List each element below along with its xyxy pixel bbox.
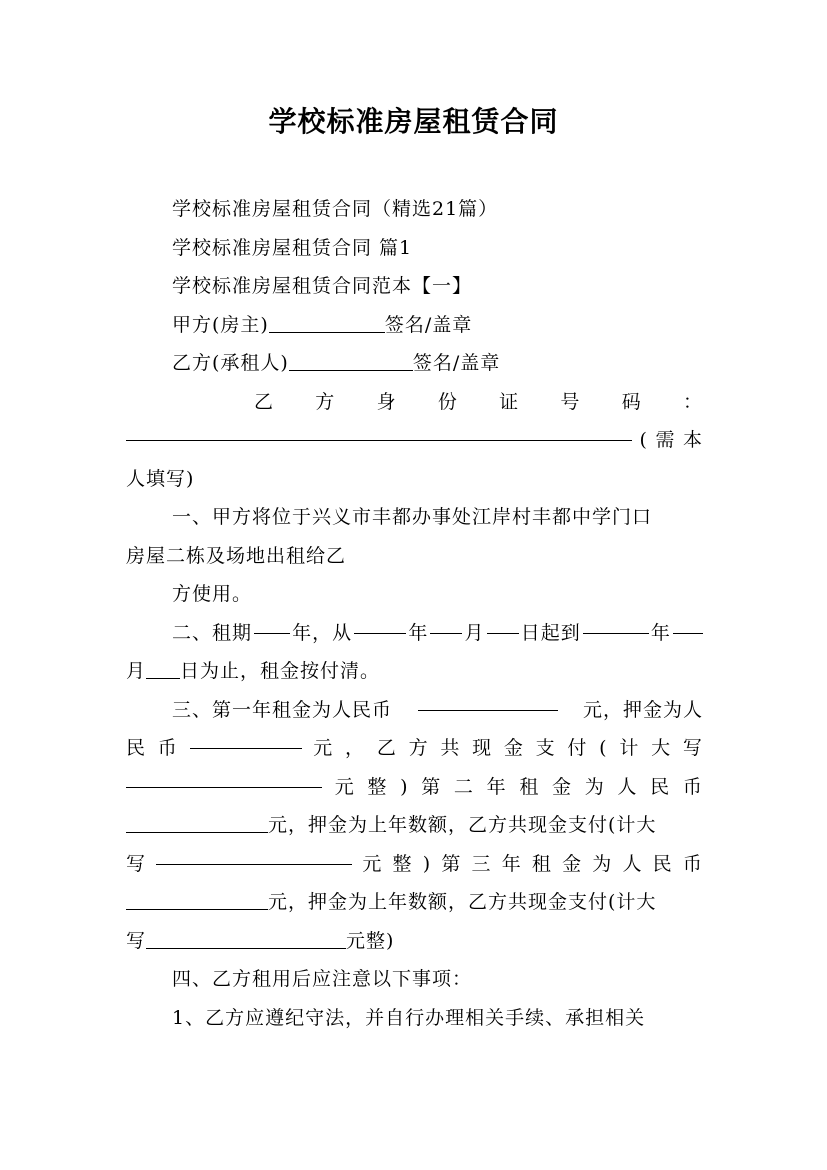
line-clause-3-e xyxy=(126,845,703,884)
start-month-blank xyxy=(430,614,462,634)
line-self-fill: 人填写) xyxy=(126,467,195,490)
text-char: ( xyxy=(599,737,608,759)
start-day-blank xyxy=(487,614,519,634)
party-b-label: 乙方(承租人) xyxy=(172,352,289,374)
text-char: 金 xyxy=(552,775,573,798)
text-char: 金 xyxy=(562,852,583,875)
line-id-number xyxy=(126,383,703,422)
text-char: ， xyxy=(345,737,366,759)
text-char: 币 xyxy=(682,775,703,798)
term-label: 二、租期 xyxy=(172,621,253,644)
start-year-unit: 年 xyxy=(408,621,429,644)
text-char: 写 xyxy=(126,929,147,952)
start-month-unit: 月 xyxy=(464,621,485,644)
end-year-unit: 年 xyxy=(650,621,671,644)
note-char: ( xyxy=(639,429,648,451)
text-char: 整 xyxy=(367,775,388,798)
upper-amount-blank-3 xyxy=(146,929,346,949)
term-end-text: 日为止，租金按付清。 xyxy=(180,660,381,682)
text-char: 人 xyxy=(617,775,638,798)
rent-year-2-blank xyxy=(126,813,268,833)
party-a-blank xyxy=(269,313,385,333)
start-to: 日起到 xyxy=(520,621,581,644)
text-char: 年 xyxy=(501,852,522,875)
text-char: 民 xyxy=(650,775,671,798)
text-char: 金 xyxy=(503,737,524,759)
text-char: 民 xyxy=(652,852,673,875)
text-char: 支 xyxy=(535,737,556,759)
text-char: 现 xyxy=(472,737,493,759)
text-char: 第 xyxy=(421,775,442,798)
id-char: 份 xyxy=(437,390,458,413)
id-char: ： xyxy=(682,390,703,413)
end-year-blank xyxy=(583,614,649,634)
text-char: ) xyxy=(422,852,432,875)
line-party-a xyxy=(126,306,703,345)
text-char: 为 xyxy=(584,775,605,798)
text-char: 租 xyxy=(519,775,540,798)
end-month-blank xyxy=(673,614,703,634)
text-char: 三 xyxy=(471,852,492,875)
rent-year-1-label: 三、第一年租金为人民币 xyxy=(172,698,393,721)
rent-year-1-blank xyxy=(418,691,558,711)
text-char: 民 xyxy=(126,737,147,759)
text-char: 租 xyxy=(531,852,552,875)
line-clause-3-g xyxy=(126,922,703,961)
end-day-blank xyxy=(146,659,180,679)
deposit-year-2-text: 元，押金为上年数额，乙方共现金支付(计大 xyxy=(268,814,657,836)
text-char: 为 xyxy=(592,852,613,875)
id-blank xyxy=(126,421,632,441)
text-char: 计 xyxy=(619,737,640,759)
line-clause-3 xyxy=(126,691,703,730)
line-clause-2-cont xyxy=(126,652,703,691)
text-char: 元 xyxy=(313,737,334,759)
note-char: 需 xyxy=(655,429,676,451)
line-chapter: 学校标准房屋租赁合同 篇1 xyxy=(172,236,413,259)
line-clause-3-b xyxy=(126,729,703,768)
deposit-label: 元，押金为人 xyxy=(582,698,703,721)
note-char: 本 xyxy=(682,429,703,451)
id-char: 证 xyxy=(499,390,520,413)
party-a-sign: 签名/盖章 xyxy=(384,313,473,336)
deposit-year-3-text: 元，押金为上年数额，乙方共现金支付(计大 xyxy=(268,891,657,913)
deposit-blank xyxy=(190,729,302,749)
text-char: 大 xyxy=(651,737,672,759)
text-char: 年 xyxy=(486,775,507,798)
rent-year-3-blank xyxy=(126,890,268,910)
text-char: 元 xyxy=(362,852,383,875)
text-char: 乙 xyxy=(376,737,397,759)
id-char: 乙 xyxy=(254,390,275,413)
term-years-blank xyxy=(254,614,290,634)
text-char: 整 xyxy=(392,852,413,875)
line-clause-1: 一、甲方将位于兴义市丰都办事处江岸村丰都中学门口 xyxy=(172,506,653,528)
line-clause-3-f xyxy=(126,883,703,922)
line-id-blank xyxy=(126,421,703,460)
line-clause-2 xyxy=(126,614,703,653)
document-title: 学校标准房屋租赁合同 xyxy=(268,105,559,138)
term-from: 年，从 xyxy=(292,621,353,644)
text-char: 币 xyxy=(157,737,178,759)
id-char: 身 xyxy=(376,390,397,413)
text-char: 写 xyxy=(126,852,147,875)
text-char: 元 xyxy=(334,775,355,798)
start-year-blank xyxy=(354,614,406,634)
text-char: 付 xyxy=(567,737,588,759)
text-char: 币 xyxy=(682,852,703,875)
upper-amount-blank-1 xyxy=(126,768,322,788)
party-b-sign: 签名/盖章 xyxy=(412,352,501,374)
text-char: 方 xyxy=(408,737,429,759)
line-clause-4-1: 1、乙方应遵纪守法，并自行办理相关手续、承担相关 xyxy=(172,1006,646,1029)
text-char: 人 xyxy=(622,852,643,875)
text-char: 共 xyxy=(440,737,461,759)
text-char: 二 xyxy=(453,775,474,798)
text-char: 第 xyxy=(441,852,462,875)
end-month-unit: 月 xyxy=(126,660,147,682)
line-clause-3-c xyxy=(126,768,703,807)
upper-amount-blank-2 xyxy=(156,845,352,865)
amount-end-text: 元整) xyxy=(346,929,395,952)
id-char: 码 xyxy=(621,390,642,413)
line-party-b xyxy=(126,344,703,383)
text-char: 写 xyxy=(682,737,703,759)
party-a-label: 甲方(房主) xyxy=(172,313,269,336)
id-char: 号 xyxy=(560,390,581,413)
line-template-heading: 学校标准房屋租赁合同范本【一】 xyxy=(172,275,473,297)
id-char: 方 xyxy=(315,390,336,413)
text-char: ) xyxy=(400,775,409,798)
party-b-blank xyxy=(289,351,413,371)
document-body xyxy=(126,190,703,1037)
line-clause-1-end: 方使用。 xyxy=(172,583,253,605)
line-clause-1-cont: 房屋二栋及场地出租给乙 xyxy=(126,544,347,567)
line-clause-4: 四、乙方租用后应注意以下事项： xyxy=(172,968,473,990)
line-clause-3-d xyxy=(126,806,703,845)
line-subtitle: 学校标准房屋租赁合同（精选21篇） xyxy=(172,198,499,220)
